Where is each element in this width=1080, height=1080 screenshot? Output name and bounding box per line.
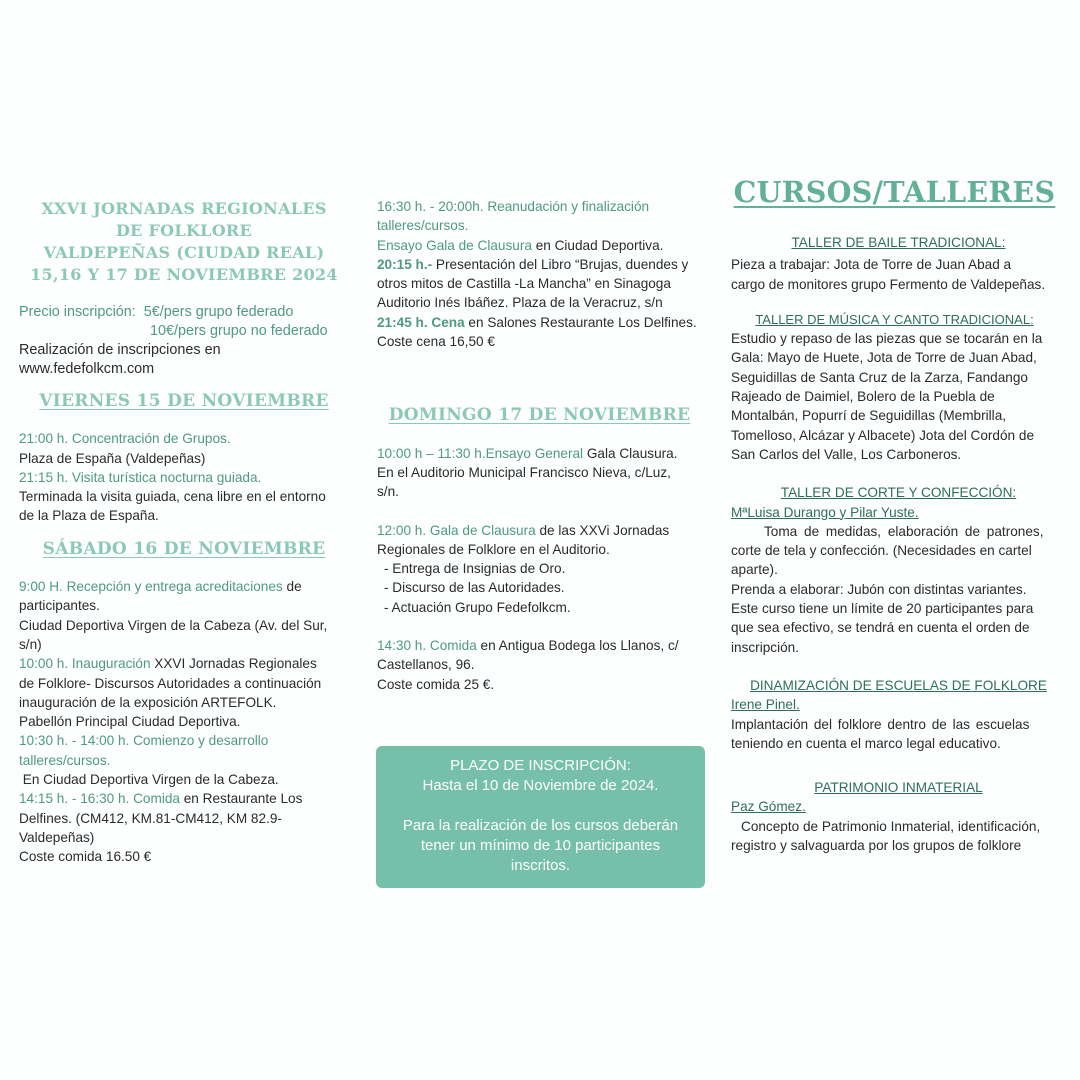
- sat-line: Auditorio Inés Ibáñez. Plaza de la Veracruz, s/n: [377, 295, 663, 311]
- sat-line: [377, 255, 707, 274]
- saturday-line: Pabellón Principal Ciudad Deportiva.: [19, 714, 241, 730]
- course-heading-baile: TALLER DE BAILE TRADICIONAL:: [791, 235, 1006, 250]
- course-line: registro y salvaguarda por los grupos de folklore: [731, 838, 1022, 854]
- price-info: [19, 303, 359, 379]
- course-heading-escuelas: DINAMIZACIÓN DE ESCUELAS DE FOLKLORE: [750, 677, 1047, 693]
- course-line: Pieza a trabajar: Jota de Torre de Juan Abad a: [731, 257, 1012, 273]
- course-line: Este curso tiene un límite de 20 participantes para: [731, 601, 1034, 617]
- sun-bullet: - Actuación Grupo Fedefolkcm.: [384, 599, 571, 615]
- saturday-line: inauguración de la exposición ARTEFOLK.: [19, 694, 277, 710]
- saturday-line: participantes.: [19, 598, 100, 614]
- line-text: Presentación del Libro “Brujas, duendes y: [432, 256, 689, 272]
- course-line: que sea efectivo, se tendrá en cuenta el orden de: [731, 620, 1030, 636]
- course-line: Seguidillas de Santa Cruz de la Zarza, Fandango: [731, 369, 1028, 385]
- saturday-line: 10:30 h. - 14:00 h. Comienzo y desarrollo: [19, 733, 269, 749]
- friday-line: 21:15 h. Visita turística nocturna guiada.: [19, 469, 262, 485]
- sunday-schedule: [377, 444, 707, 694]
- sat-line: 16:30 h. - 20:00h. Reanudación y finalización: [377, 199, 650, 214]
- box-line: Para la realización de los cursos deberán: [402, 817, 679, 834]
- friday-line: Plaza de España (Valdepeñas): [19, 450, 206, 466]
- saturday-line: Ciudad Deportiva Virgen de la Cabeza (Av. del Sur,: [19, 617, 328, 633]
- registration-deadline-box: [376, 746, 705, 888]
- friday-line: de la Plaza de España.: [19, 508, 159, 524]
- time-label: 14:30 h. Comida: [377, 638, 477, 654]
- time-label: 20:15 h.-: [377, 256, 433, 272]
- course-line: aparte).: [731, 562, 778, 578]
- course-line: Montalbán, Popurrí de Seguidillas (Membrilla,: [731, 408, 1007, 424]
- friday-line: Terminada la visita guiada, cena libre en el entorno: [19, 489, 326, 505]
- course-line: Prenda a elaborar: Jubón con distintas variantes.: [731, 581, 1027, 597]
- sat-line: otros mitos de Castilla -La Mancha” en Sinagoga: [377, 276, 671, 292]
- registration-info: Realización de inscripciones en www.fedefolkcm.com: [19, 342, 221, 377]
- course-line: teniendo en cuenta el marco legal educativo.: [731, 735, 1001, 751]
- course-text-musica: [731, 329, 1058, 464]
- course-instructor: MªLuisa Durango y Pilar Yuste.: [731, 504, 919, 520]
- sun-line: [377, 444, 707, 463]
- line-text: en Salones Restaurante Los Delfines.: [464, 314, 697, 330]
- course-instructor: Paz Gómez.: [731, 799, 806, 815]
- time-label: 9:00 H. Recepción y entrega acreditaciones: [19, 579, 283, 595]
- sat-line: [377, 313, 707, 332]
- saturday-schedule: [19, 577, 359, 866]
- course-line: Estudio y repaso de las piezas que se tocarán en la: [731, 331, 1043, 347]
- title-line: 15,16 Y 17 DE NOVIEMBRE 2024: [30, 265, 338, 284]
- course-heading-patrimonio: PATRIMONIO INMATERIAL: [814, 780, 983, 796]
- column-right: [731, 172, 1058, 855]
- time-label: 21:45 h. Cena: [377, 314, 465, 330]
- sunday-heading: DOMINGO 17 DE NOVIEMBRE: [388, 405, 691, 426]
- course-line: cargo de monitores grupo Fermento de Valdepeñas.: [731, 276, 1046, 292]
- line-text: en Antigua Bodega los Llanos, c/: [476, 638, 679, 654]
- sun-line: [377, 636, 707, 655]
- course-instructor: Irene Pinel.: [731, 697, 800, 713]
- line-text: en Restaurante Los: [179, 791, 303, 807]
- course-line: Tomelloso, Alcázar y Albacete) Jota del Cordón de: [731, 427, 1035, 443]
- saturday-line: Valdepeñas): [19, 829, 95, 845]
- sat-line: talleres/cursos.: [377, 218, 469, 234]
- box-line: PLAZO DE INSCRIPCIÓN:: [450, 757, 631, 774]
- box-line: tener un mínimo de 10 participantes: [420, 837, 661, 854]
- line-text: en Ciudad Deportiva.: [531, 237, 664, 253]
- sat-line: [377, 236, 707, 255]
- sun-line: Castellanos, 96.: [377, 657, 475, 673]
- courses-heading: CURSOS/TALLERES: [733, 175, 1056, 209]
- sat-line: Coste cena 16,50 €: [377, 334, 495, 350]
- sun-line: Coste comida 25 €.: [377, 676, 495, 692]
- box-line: inscritos.: [510, 857, 571, 874]
- sun-bullet: - Entrega de Insignias de Oro.: [384, 561, 566, 577]
- course-line: Gala: Mayo de Huete, Jota de Torre de Juan Abad,: [731, 350, 1037, 366]
- line-text: de las XXVi Jornadas: [535, 522, 670, 538]
- price-line-2: 10€/pers grupo no federado: [150, 323, 328, 339]
- time-label: 12:00 h. Gala de Clausura: [377, 522, 536, 538]
- box-line: Hasta el 10 de Noviembre de 2024.: [422, 777, 659, 794]
- saturday-line: Delfines. (CM412, KM.81-CM412, KM 82.9-: [19, 810, 282, 826]
- saturday-line: [19, 789, 359, 808]
- column-left: [19, 198, 359, 867]
- event-title: [19, 198, 349, 286]
- sun-line: En el Auditorio Municipal Francisco Nieva, c/Luz,: [377, 464, 671, 480]
- saturday-line: talleres/cursos.: [19, 752, 111, 768]
- column-middle: [377, 197, 707, 694]
- sun-line: [377, 521, 707, 540]
- sun-line: Regionales de Folklore en el Auditorio.: [377, 541, 610, 557]
- course-line: inscripción.: [731, 639, 799, 655]
- saturday-line: En Ciudad Deportiva Virgen de la Cabeza.: [19, 772, 279, 788]
- saturday-line: s/n): [19, 636, 42, 652]
- course-line: Implantación del folklore dentro de las escuelas: [731, 716, 1030, 732]
- course-line: corte de tela y confección. (Necesidades en cartel: [731, 543, 1032, 559]
- friday-heading: VIERNES 15 DE NOVIEMBRE: [39, 391, 329, 411]
- time-label: 14:15 h. - 16:30 h. Comida: [19, 791, 180, 807]
- sun-line: s/n.: [377, 484, 399, 500]
- line-text: XXVI Jornadas Regionales: [150, 656, 317, 672]
- line-text: Gala Clausura.: [583, 445, 678, 461]
- saturday-line: de Folklore- Discursos Autoridades a continuación: [19, 675, 322, 691]
- saturday-line: Coste comida 16.50 €: [19, 849, 152, 865]
- course-line: Concepto de Patrimonio Inmaterial, identificación,: [741, 818, 1041, 834]
- course-line: San Carlos del Valle, Los Carboneros.: [731, 446, 962, 462]
- time-label: 10:00 h. Inauguración: [19, 656, 151, 672]
- event-label: Ensayo Gala de Clausura: [377, 237, 532, 253]
- friday-line: 21:00 h. Concentración de Grupos.: [19, 431, 231, 447]
- saturday-line: [19, 654, 359, 673]
- course-heading-musica: TALLER DE MÚSICA Y CANTO TRADICIONAL:: [755, 311, 1034, 327]
- course-heading-corte: TALLER DE CORTE Y CONFECCIÓN:: [780, 485, 1017, 501]
- price-line-1: [19, 303, 359, 322]
- saturday-line: [19, 577, 359, 596]
- price-federado: 5€/pers grupo federado: [143, 304, 294, 320]
- line-text: de: [282, 579, 302, 595]
- saturday-heading: SÁBADO 16 DE NOVIEMBRE: [42, 538, 326, 559]
- friday-schedule: [19, 429, 359, 525]
- time-label: 10:00 h – 11:30 h.Ensayo General: [377, 445, 584, 461]
- course-line: Toma de medidas, elaboración de patrones,: [764, 523, 1044, 539]
- title-line: DE FOLKLORE: [115, 221, 253, 240]
- sun-bullet: - Discurso de las Autoridades.: [384, 580, 565, 596]
- title-line: VALDEPEÑAS (CIUDAD REAL): [43, 243, 325, 262]
- course-line: Rajeado de Daimiel, Bolero de la Puebla de: [731, 389, 995, 405]
- title-line: XXVI JORNADAS REGIONALES: [41, 199, 327, 218]
- price-label: Precio inscripción:: [19, 304, 136, 320]
